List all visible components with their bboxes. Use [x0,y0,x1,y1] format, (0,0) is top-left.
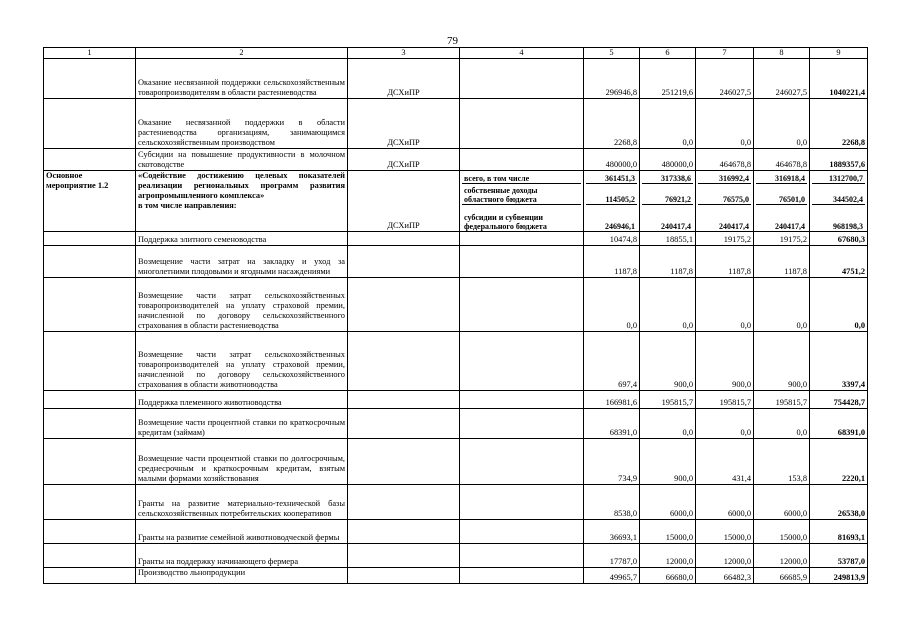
main-event-row [44,171,868,232]
value-cell: 464678,8 [696,149,754,171]
value-cell: 68391,0 [584,409,640,439]
row-description: Возмещение части процентной ставки по долгосрочным, среднесрочным и краткосрочным кредитам, взятым малыми формами хозяйствования [136,439,348,485]
row-source [460,332,584,391]
total-item: 968198,3 [833,222,863,231]
header-row [44,48,868,59]
row-event-cell [44,391,136,409]
page-number: 79 [447,35,458,47]
total-cell: 68391,0 [810,409,868,439]
value-cell: 0,0 [640,409,696,439]
col-header: 9 [810,48,868,59]
value-cell: 0,0 [754,99,810,149]
total-cell: 81693,1 [810,520,868,544]
row-executor [348,568,460,584]
table-row [44,232,868,246]
row-source [460,278,584,332]
row-event-cell [44,439,136,485]
value-cell: 251219,6 [640,59,696,99]
value-item: 317338,6 [642,171,693,183]
row-event-cell [44,544,136,568]
value-cell: 6000,0 [640,485,696,520]
total-cell: 26538,0 [810,485,868,520]
row-source [460,246,584,278]
value-cell: 18855,1 [640,232,696,246]
value-item: 76921,2 [642,183,693,204]
table-row [44,99,868,149]
row-executor [348,278,460,332]
value-cell: 431,4 [696,439,754,485]
row-executor [348,409,460,439]
row-description: Производство льнопродукции [136,568,348,584]
value-cell: 0,0 [640,278,696,332]
value-cell [754,171,810,232]
value-cell: 0,0 [584,278,640,332]
row-event-cell [44,409,136,439]
row-executor: ДСХиПР [348,99,460,149]
value-cell: 900,0 [696,332,754,391]
row-event-cell [44,520,136,544]
row-source [460,391,584,409]
row-executor: ДСХиПР [348,149,460,171]
table-row [44,439,868,485]
main-event-description [136,171,348,232]
row-description: Возмещение части затрат на закладку и уход за многолетними плодовыми и ягодными насаждениями [136,246,348,278]
row-event-cell [44,149,136,171]
value-cell: 195815,7 [754,391,810,409]
row-source [460,520,584,544]
value-cell: 2268,8 [584,99,640,149]
value-cell [696,171,754,232]
table-row [44,568,868,584]
value-cell: 1187,8 [640,246,696,278]
value-cell: 480000,0 [584,149,640,171]
value-cell: 66680,0 [640,568,696,584]
value-cell: 17787,0 [584,544,640,568]
row-executor: ДСХиПР [348,59,460,99]
value-item: 246946,1 [605,222,635,231]
table-row [44,278,868,332]
value-cell: 36693,1 [584,520,640,544]
row-source [460,568,584,584]
row-event-cell [44,99,136,149]
value-cell: 900,0 [754,332,810,391]
row-event-cell [44,232,136,246]
value-cell: 0,0 [696,278,754,332]
value-cell: 15000,0 [754,520,810,544]
row-description: Поддержка племенного животноводства [136,391,348,409]
value-cell: 153,8 [754,439,810,485]
value-cell: 1187,8 [696,246,754,278]
value-cell: 10474,8 [584,232,640,246]
value-cell: 464678,8 [754,149,810,171]
table-row [44,485,868,520]
value-cell: 0,0 [696,409,754,439]
funding-source-label: всего, в том числе [462,171,581,183]
main-event-directions: в том числе направления: [138,201,237,210]
value-cell: 195815,7 [696,391,754,409]
value-cell: 15000,0 [640,520,696,544]
value-cell: 12000,0 [640,544,696,568]
value-item: 240417,4 [661,222,691,231]
value-cell [640,171,696,232]
value-cell: 49965,7 [584,568,640,584]
value-cell: 12000,0 [754,544,810,568]
funding-source-label: собственные доходы областного бюджета [462,183,581,204]
row-event-cell [44,278,136,332]
total-cell: 2220,1 [810,439,868,485]
row-executor [348,439,460,485]
value-item: 361451,3 [586,171,637,183]
col-header: 8 [754,48,810,59]
col-header: 3 [348,48,460,59]
total-cell: 0,0 [810,278,868,332]
value-cell: 19175,2 [754,232,810,246]
total-item: 1312700,7 [812,171,865,183]
row-executor [348,232,460,246]
total-cell: 1889357,6 [810,149,868,171]
value-cell: 0,0 [754,409,810,439]
table-row [44,520,868,544]
row-executor [348,391,460,409]
row-source [460,485,584,520]
value-cell: 734,9 [584,439,640,485]
table-row [44,149,868,171]
row-description: Гранты на развитие материально-технической базы сельскохозяйственных потребительских кооперативов [136,485,348,520]
table-row [44,246,868,278]
row-description: Гранты на развитие семейной животноводческой фермы [136,520,348,544]
row-description: Поддержка элитного семеноводства [136,232,348,246]
row-description: Возмещение части затрат сельскохозяйственных товаропроизводителей на уплату страховой премии, начисленной по договору сельскохозяйственного страхования в области растениеводства [136,278,348,332]
value-cell: 900,0 [640,332,696,391]
table-row [44,544,868,568]
table-row [44,409,868,439]
main-event-name: «Содействие достижению целевых показателей реализации региональных программ развития агропромышленного комплекса» [138,171,345,200]
value-item: 316918,4 [756,171,807,183]
row-event-cell [44,485,136,520]
row-source [460,59,584,99]
value-cell: 900,0 [640,439,696,485]
row-source [460,409,584,439]
value-cell: 697,4 [584,332,640,391]
row-executor [348,332,460,391]
row-executor [348,520,460,544]
col-header: 7 [696,48,754,59]
col-header: 5 [584,48,640,59]
row-event-cell [44,246,136,278]
funding-source-cell [460,171,584,232]
main-event-title: Основное мероприятие 1.2 [44,171,136,232]
row-source [460,544,584,568]
row-description: Гранты на поддержку начинающего фермера [136,544,348,568]
row-description: Оказание несвязанной поддержки сельскохозяйственным товаропроизводителям в области растениеводства [136,59,348,99]
table-row [44,59,868,99]
value-cell: 296946,8 [584,59,640,99]
row-source [460,439,584,485]
value-cell: 15000,0 [696,520,754,544]
value-cell: 1187,8 [754,246,810,278]
row-description: Возмещение части затрат сельскохозяйственных товаропроизводителей на уплату страховой премии, начисленной по договору сельскохозяйственного страхования в области животноводства [136,332,348,391]
value-cell: 0,0 [754,278,810,332]
value-cell: 0,0 [696,99,754,149]
total-item: 344502,4 [812,183,865,204]
row-executor [348,246,460,278]
value-item: 240417,4 [775,222,805,231]
col-header: 6 [640,48,696,59]
value-cell: 246027,5 [696,59,754,99]
row-source [460,99,584,149]
value-item: 76575,0 [698,183,751,204]
value-cell: 1187,8 [584,246,640,278]
total-cell: 53787,0 [810,544,868,568]
total-cell: 249813,9 [810,568,868,584]
value-cell: 195815,7 [640,391,696,409]
value-cell: 8538,0 [584,485,640,520]
value-cell: 246027,5 [754,59,810,99]
value-cell: 66685,9 [754,568,810,584]
value-item: 316992,4 [698,171,751,183]
total-cell: 1040221,4 [810,59,868,99]
program-table [43,47,868,584]
total-cell: 754428,7 [810,391,868,409]
total-cell: 3397,4 [810,332,868,391]
total-cell [810,171,868,232]
row-event-cell [44,332,136,391]
value-item: 76501,0 [756,183,807,204]
value-cell: 12000,0 [696,544,754,568]
value-cell [584,171,640,232]
row-description: Оказание несвязанной поддержки в области растениеводства организациям, занимающимся сельскохозяйственным производством [136,99,348,149]
funding-source-label: субсидии и субвенции федерального бюджета [464,213,547,231]
value-cell: 6000,0 [696,485,754,520]
value-cell: 166981,6 [584,391,640,409]
row-source [460,149,584,171]
total-cell: 4751,2 [810,246,868,278]
main-event-executor: ДСХиПР [348,171,460,232]
value-cell: 0,0 [640,99,696,149]
col-header: 1 [44,48,136,59]
value-cell: 66482,3 [696,568,754,584]
total-cell: 2268,8 [810,99,868,149]
table-row [44,391,868,409]
row-description: Субсидии на повышение продуктивности в молочном скотоводстве [136,149,348,171]
row-source [460,232,584,246]
value-cell: 6000,0 [754,485,810,520]
row-description: Возмещение части процентной ставки по краткосрочным кредитам (займам) [136,409,348,439]
total-cell: 67680,3 [810,232,868,246]
col-header: 4 [460,48,584,59]
table-row [44,332,868,391]
value-item: 114505,2 [586,183,637,204]
value-item: 240417,4 [719,222,749,231]
row-executor [348,485,460,520]
row-executor [348,544,460,568]
value-cell: 480000,0 [640,149,696,171]
col-header: 2 [136,48,348,59]
row-event-cell [44,59,136,99]
row-event-cell [44,568,136,584]
value-cell: 19175,2 [696,232,754,246]
